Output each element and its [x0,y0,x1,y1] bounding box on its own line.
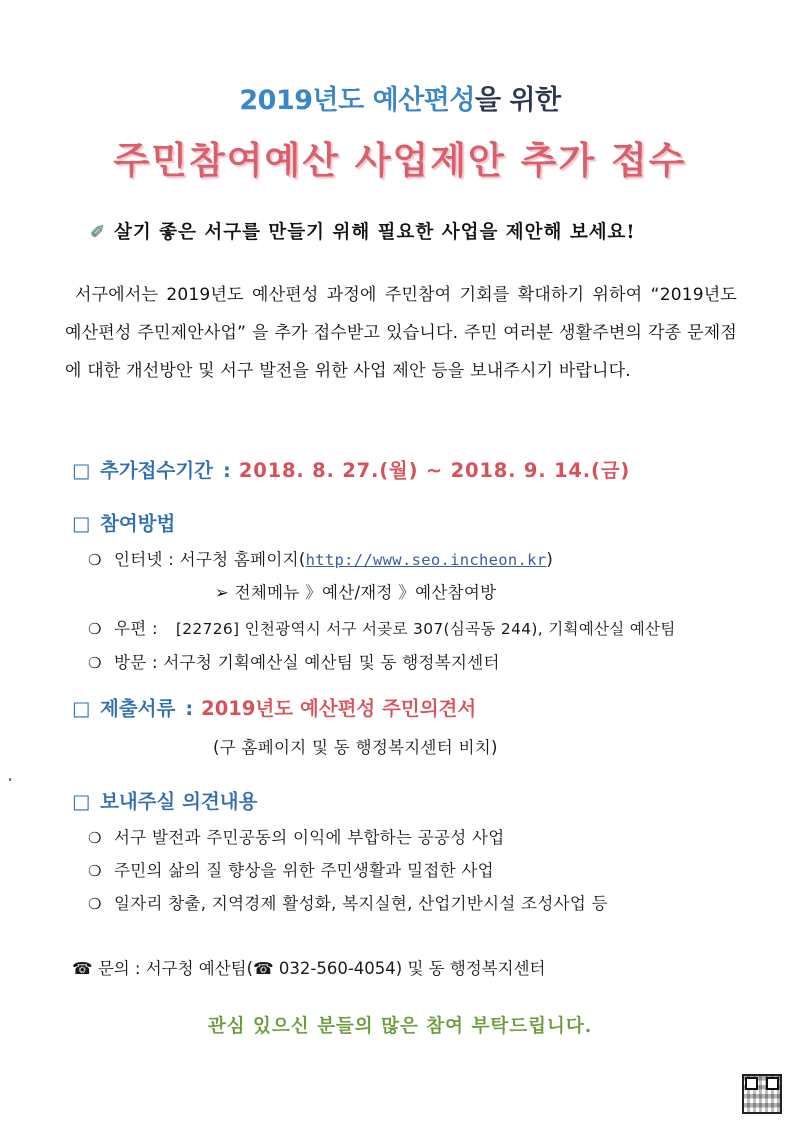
method-mail [88,615,676,639]
contact-phone[interactable]: 032-560-4054 [278,959,396,978]
content-item-text: 주민의 삶의 질 향상을 위한 주민생활과 밀접한 사업 [114,861,494,880]
menu-path: ➢ 전체메뉴 》예산/재정 》예산참여방 [215,583,497,602]
section-period-value: 2018. 8. 27.(월) ~ 2018. 9. 14.(금) [238,459,631,482]
method-visit-text: 방문 : 서구청 기획예산실 예산팀 및 동 행정복지센터 [114,653,500,672]
method-internet-close: ) [546,550,554,569]
intro-paragraph: 서구에서는 2019년도 예산편성 과정에 주민참여 기회를 확대하기 위하여 “2019년도 예산편성 주민제안사업” 을 추가 접수받고 있습니다. 주민 여러분 생활주변의 각종 문제점에 대한 개선방안 및 서구 발전을 위한 사업 제안 등을 보내주시기 바랍니다. [65,285,737,381]
tagline [90,218,730,244]
page-title: 주민참여예산 사업제안 추가 접수 [113,139,687,182]
bullet-icon: ❍ [88,620,102,638]
content-item-text: 서구 발전과 주민공동의 이익에 부합하는 공공성 사업 [114,828,505,847]
method-internet [88,546,553,570]
method-mail-label: 우편 : [114,619,158,638]
content-item [88,824,505,848]
contact-suffix: ) 및 동 행정복지센터 [395,959,546,978]
section-period-colon: : [223,459,231,482]
bullet-icon: ❍ [88,862,102,880]
method-internet-label: 인터넷 : 서구청 홈페이지( [114,550,306,569]
content-item-text: 일자리 창출, 지역경제 활성화, 복지실현, 산업기반시설 조성사업 등 [114,894,608,913]
bullet-icon: ❍ [88,829,102,847]
phone-icon: ☎ [72,959,93,978]
section-documents [72,693,476,721]
section-content [72,786,258,814]
mail-address: [22726] 인천광역시 서구 서곶로 307(심곡동 244), 기획예산실 예산팀 [175,620,676,638]
closing-message: 관심 있으신 분들의 많은 참여 부탁드립니다. [207,1016,593,1037]
section-documents-colon: : [185,697,194,720]
bullet-icon: ❍ [88,654,102,672]
documents-note: (구 홈페이지 및 동 행정복지센터 비치) [213,738,498,757]
page-subtitle [0,78,800,117]
content-item [88,857,494,881]
contact-line [72,955,545,979]
checkbox-icon: □ [72,459,91,482]
checkbox-icon: □ [72,512,91,535]
pencil-icon: ✐ [90,222,107,243]
contact-prefix: 문의 : 서구청 예산팀( [97,959,254,978]
section-content-label: 보내주실 의견내용 [100,790,258,813]
tagline-text: 살기 좋은 서구를 만들기 위해 필요한 사업을 제안해 보세요! [114,222,636,243]
section-method-label: 참여방법 [100,512,176,535]
checkbox-icon: □ [72,790,91,813]
method-visit [88,649,500,673]
bullet-icon: ❍ [88,895,102,913]
section-documents-value: 2019년도 예산편성 주민의견서 [201,697,477,720]
content-item [88,890,608,914]
scan-speck [9,778,11,781]
title-part-budget: 2019년도 예산편성 [239,85,475,116]
bullet-icon: ❍ [88,551,102,569]
section-method [72,508,175,536]
section-period-label: 추가접수기간 [100,459,214,482]
section-documents-label: 제출서류 [100,697,176,720]
qr-code-icon[interactable] [742,1074,782,1114]
checkbox-icon: □ [72,697,91,720]
section-period [72,455,630,483]
homepage-link[interactable]: http://www.seo.incheon.kr [305,551,547,569]
title-part-for: 을 위한 [474,85,561,116]
phone-icon: ☎ [253,959,279,978]
